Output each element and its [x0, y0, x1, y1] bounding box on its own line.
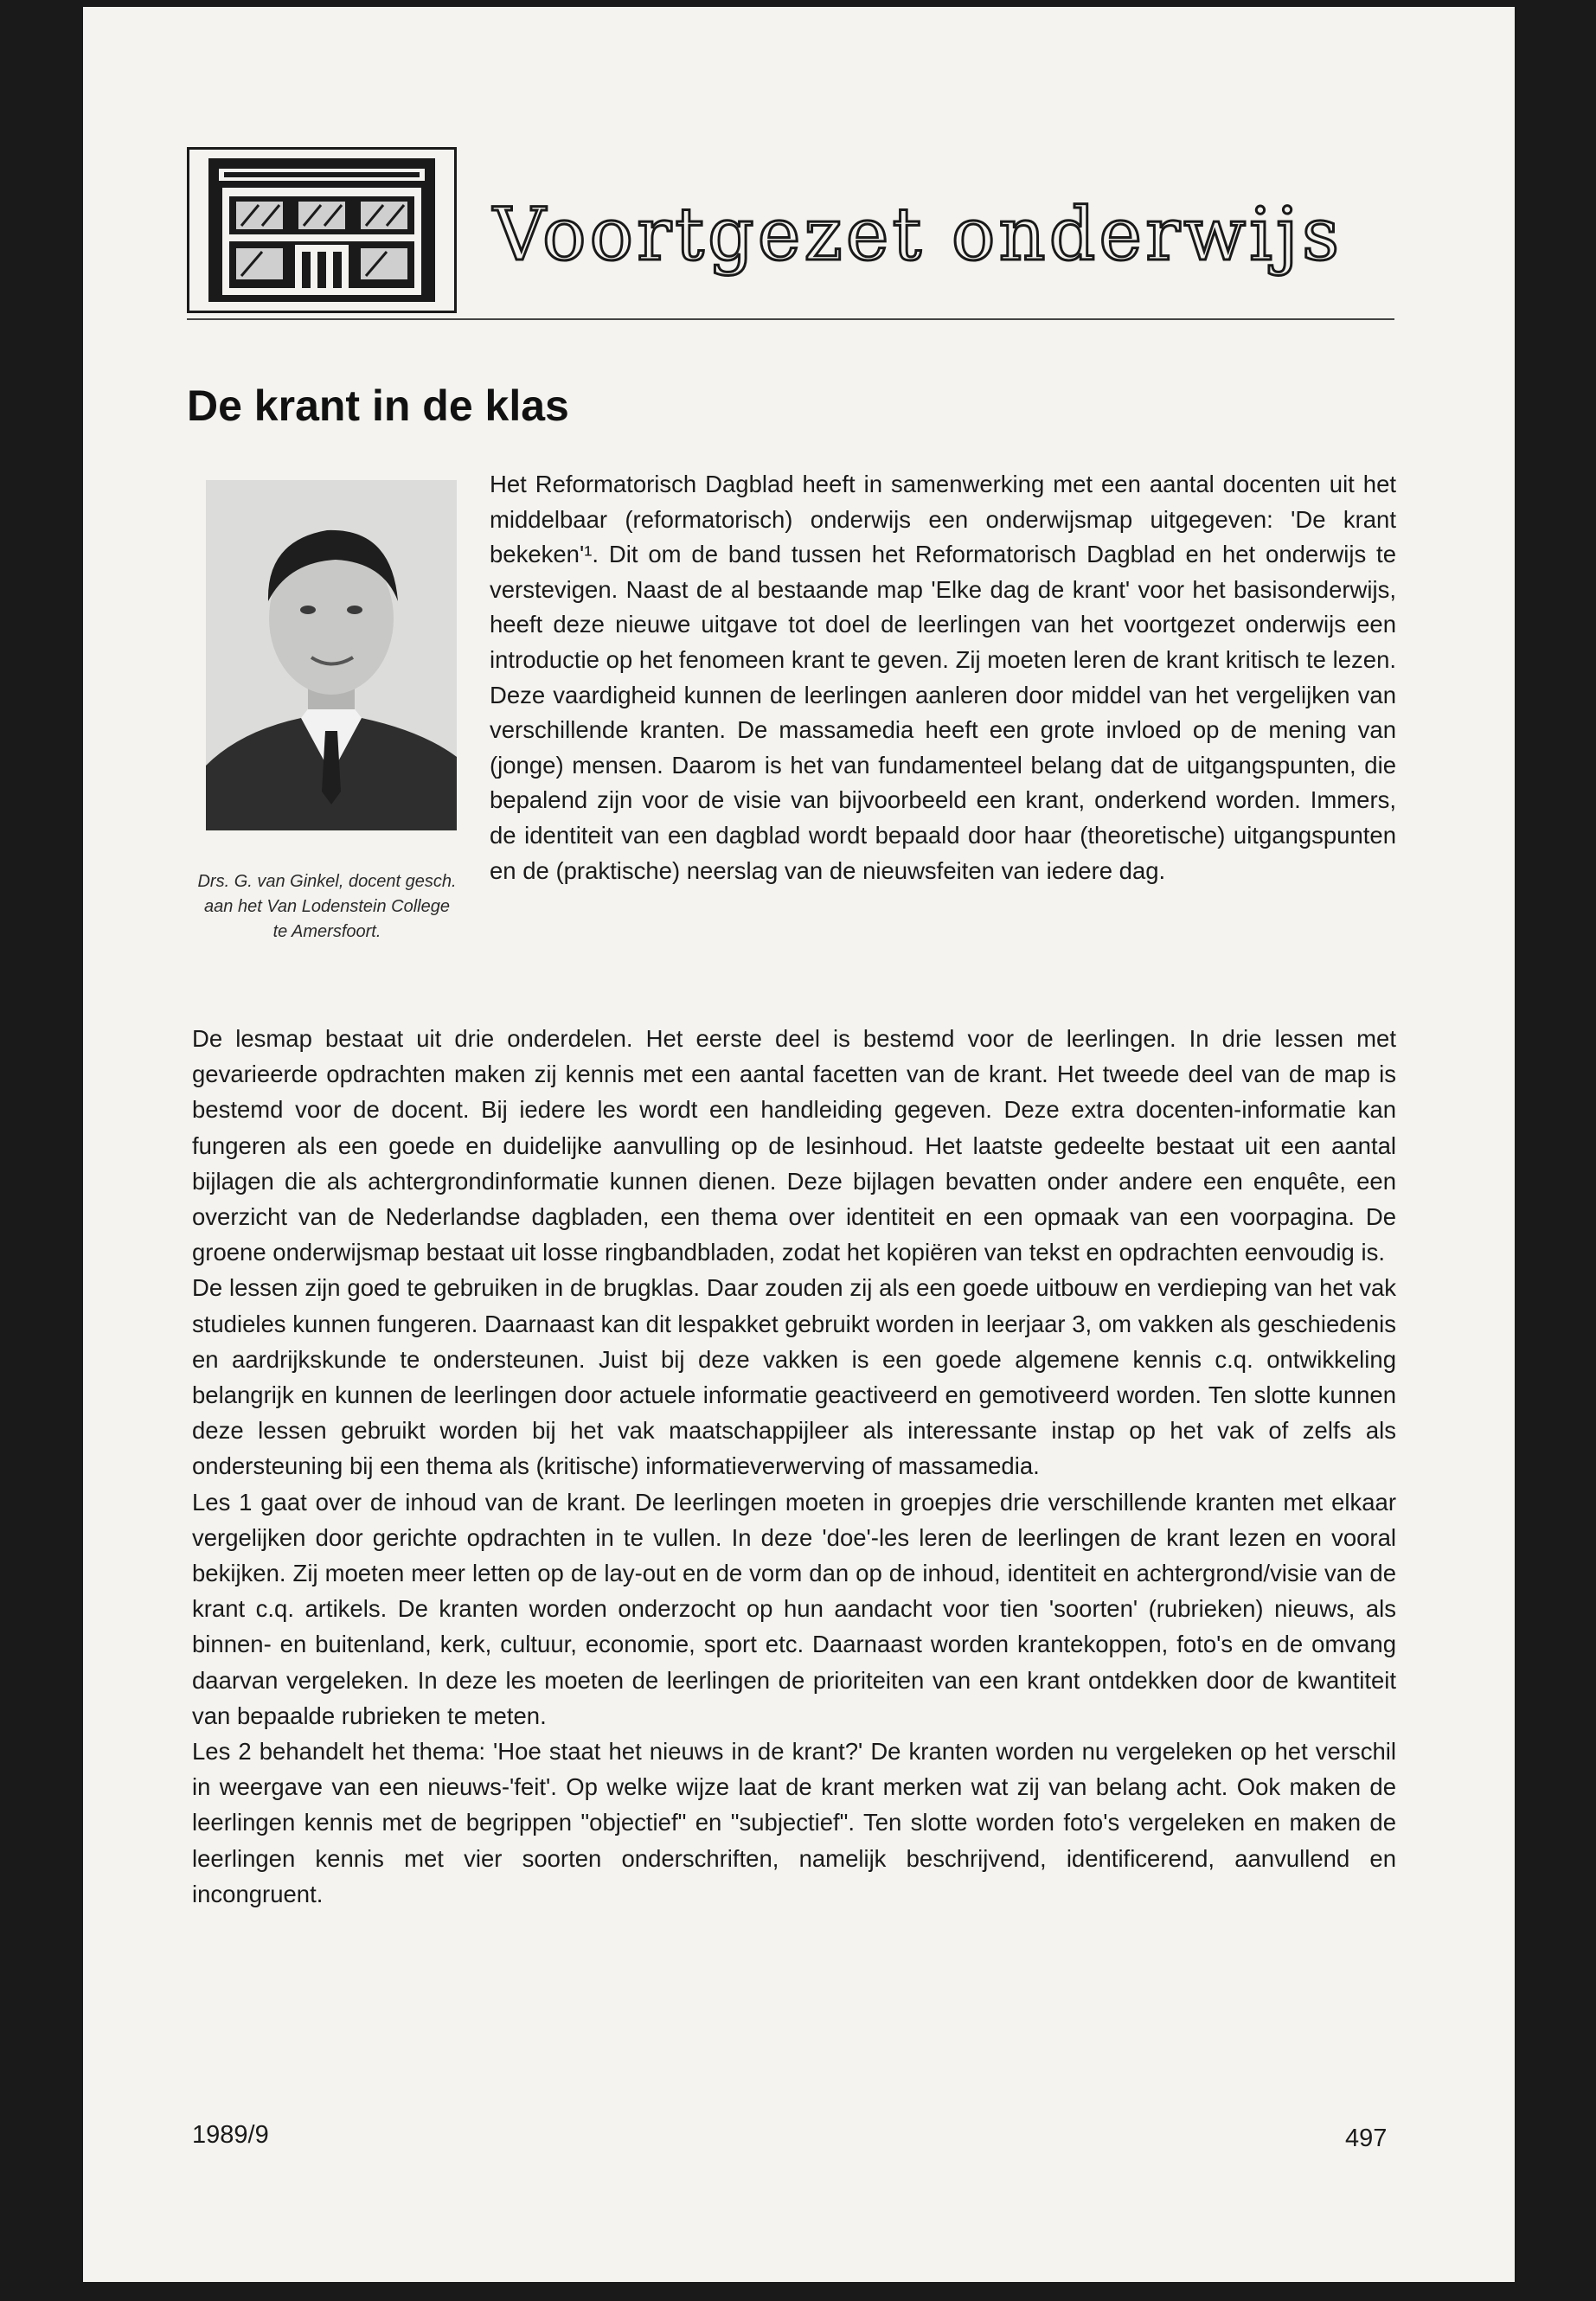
- page-number: 497: [1345, 2125, 1388, 2152]
- article-body: [192, 1021, 1396, 1912]
- body-paragraph: De lesmap bestaat uit drie onderdelen. Het eerste deel is bestemd voor de leerlingen. In drie lessen met gevarieerde opdrachten maken zij kennis met een aantal facetten van de krant. Het tweede deel van de map is bestemd voor de docent. Bij iedere les wordt een handleiding gegeven. Deze extra docenten-informatie kan fungeren als een goede en duidelijke aanvulling op de lesinhoud. Het laatste gedeelte bestaat uit een aantal bijlagen die als achtergrondinformatie kunnen dienen. Deze bijlagen bevatten onder andere een enquête, een overzicht van de Nederlandse dagbladen, een thema over identiteit en een opmaak van een voorpagina. De groene onderwijsmap bestaat uit losse ringbandbladen, zodat het kopiëren van tekst en opdrachten eenvoudig is.: [192, 1025, 1396, 1266]
- body-paragraph: Les 2 behandelt het thema: 'Hoe staat het nieuws in de krant?' De kranten worden nu vergeleken op het verschil in weergave van een nieuws-'feit'. Op welke wijze laat de krant merken wat zij van belang acht. Ook maken de leerlingen kennis met de begrippen "objectief" en "subjectief". Ten slotte worden foto's vergeleken en maken de leerlingen kennis met vier soorten onderschriften, namelijk beschrijvend, identificerend, aanvullend en incongruent.: [192, 1738, 1396, 1907]
- body-paragraph: Les 1 gaat over de inhoud van de krant. De leerlingen moeten in groepjes drie verschillende kranten met elkaar vergelijken door gerichte opdrachten in te vullen. In deze 'doe'-les leren de leerlingen de krant lezen en vooral bekijken. Zij moeten meer letten op de lay-out en de vorm dan op de inhoud, identiteit en achtergrond/visie van de krant c.q. artikels. De kranten worden onderzocht op hun aandacht voor tien 'soorten' (rubrieken) nieuws, als binnen- en buitenland, kerk, cultuur, economie, sport etc. Daarnaast worden krantekoppen, foto's en de omvang daarvan vergeleken. In deze les moeten de leerlingen de prioriteiten van een krant ontdekken door de kwantiteit van bepaalde rubrieken te meten.: [192, 1488, 1396, 1729]
- article-headline: De krant in de klas: [187, 381, 569, 430]
- author-portrait-icon: [206, 480, 457, 830]
- photo-caption: Drs. G. van Ginkel, docent gesch. aan het Van Lodenstein College te Amersfoort.: [197, 872, 457, 941]
- intro-text: Het Reformatorisch Dagblad heeft in samenwerking met een aantal docenten uit het middelbaar (reformatorisch) onderwijs een onderwijsmap uitgegeven: 'De krant bekeken'¹. Dit om de band tussen het Reformatorisch Dagblad en het onderwijs te verstevigen. Naast de al bestaande map 'Elke dag de krant' voor het basisonderwijs, heeft deze nieuwe uitgave tot doel de leerlingen van het voortgezet onderwijs een introductie op het fenomeen krant te geven. Zij moeten leren de krant kritisch te lezen. Deze vaardigheid kunnen de leerlingen aanleren door middel van het vergelijken van verschillende kranten. De massamedia heeft een grote invloed op de mening van (jonge) mensen. Daarom is het van fundamenteel belang dat de uitgangspunten, die bepalend zijn voor de visie van bijvoorbeeld een krant, onderkend worden. Immers, de identiteit van een dagblad wordt bepaald door haar (theoretische) uitgangspunten en de (praktische) neerslag van de nieuwsfeiten van iedere dag.: [490, 471, 1396, 884]
- header-divider: [187, 318, 1394, 320]
- intro-paragraph: [490, 467, 1396, 888]
- section-title: Voortgezet onderwijs: [493, 192, 1343, 277]
- issue-number: 1989/9: [192, 2121, 269, 2149]
- school-building-icon: [187, 147, 457, 313]
- body-paragraph: De lessen zijn goed te gebruiken in de brugklas. Daar zouden zij als een goede uitbouw en verdieping van het vak studieles kunnen fungeren. Daarnaast kan dit lespakket gebruikt worden in leerjaar 3, om vakken als geschiedenis en aardrijkskunde te ondersteunen. Juist bij deze vakken is een goede algemene kennis c.q. ontwikkeling belangrijk en kunnen de leerlingen door actuele informatie geactiveerd en gemotiveerd worden. Ten slotte kunnen deze lessen gebruikt worden bij het vak maatschappijleer als interessante instap op het vak of zelfs als ondersteuning bij een thema als (kritische) informatieverwerving of massamedia.: [192, 1274, 1396, 1480]
